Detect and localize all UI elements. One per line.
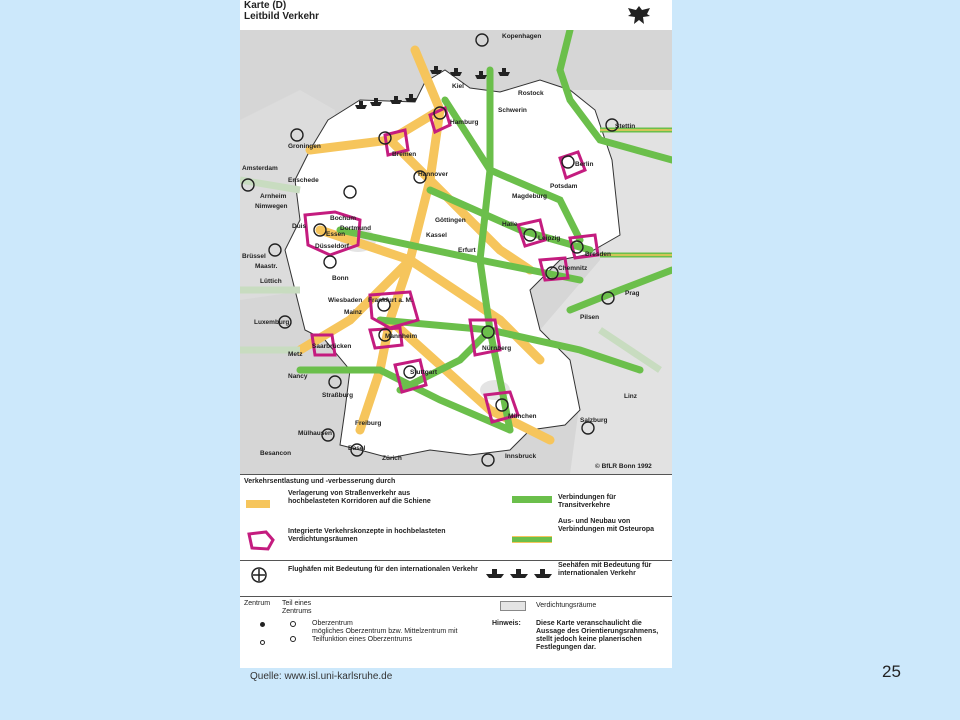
legend-hinweis-label: Hinweis: bbox=[492, 620, 521, 627]
city-goettingen: Göttingen bbox=[435, 217, 466, 224]
legend-orange-swatch bbox=[246, 500, 270, 508]
legend-orange-text: Verlagerung von Straßenverkehr aus hochbelasteten Korridoren auf die Schiene bbox=[288, 490, 431, 505]
city-potsdam: Potsdam bbox=[550, 183, 578, 190]
legend-airport-text: Flughäfen mit Bedeutung für den internationalen Verkehr bbox=[288, 566, 478, 573]
legend-moeglich-dot bbox=[260, 640, 265, 645]
legend-zentrum-label: Zentrum bbox=[244, 600, 271, 607]
legend-magenta-swatch bbox=[246, 530, 276, 552]
city-muelhausen: Mülhausen bbox=[298, 430, 332, 437]
city-arnheim: Arnheim bbox=[260, 193, 287, 200]
city-groningen: Groningen bbox=[288, 143, 321, 150]
city-chemnitz: Chemnitz bbox=[558, 265, 588, 272]
city-basel: Basel bbox=[348, 445, 366, 452]
legend-teil-label: Teil eines Zentrums bbox=[282, 600, 312, 615]
legend-moeglich-ring bbox=[290, 636, 296, 642]
city-bruessel: Brüssel bbox=[242, 253, 266, 260]
city-freiburg: Freiburg bbox=[355, 420, 382, 427]
legend-oberzentrum-ring bbox=[290, 621, 296, 627]
map-title-line1: Karte (D) bbox=[244, 0, 287, 11]
legend-oberzentrum: Oberzentrum bbox=[312, 620, 353, 627]
legend-seaport-icon bbox=[484, 566, 554, 580]
source-caption: Quelle: www.isl.uni-karlsruhe.de bbox=[250, 671, 393, 682]
city-halle: Halle bbox=[502, 221, 518, 228]
legend-oberzentrum-dot bbox=[260, 622, 265, 627]
city-essen: Essen bbox=[326, 231, 346, 238]
map-title bbox=[244, 0, 319, 22]
city-duisburg: Duis bbox=[292, 223, 307, 230]
city-kiel: Kiel bbox=[452, 83, 464, 90]
city-magdeburg: Magdeburg bbox=[512, 193, 548, 200]
legend-green-yellow-text: Aus- und Neubau von Verbindungen mit Osteuropa bbox=[558, 518, 655, 533]
map-sheet bbox=[240, 0, 672, 668]
legend-airport-icon bbox=[250, 566, 268, 584]
legend-green-yellow-swatch bbox=[512, 536, 552, 543]
legend-green-swatch bbox=[512, 496, 552, 503]
city-frankfurt: Frankfurt a. M. bbox=[368, 297, 413, 304]
federal-eagle-icon bbox=[626, 4, 652, 26]
city-nancy: Nancy bbox=[288, 373, 308, 380]
city-maastricht: Maastr. bbox=[255, 263, 278, 270]
city-metz: Metz bbox=[288, 351, 303, 358]
legend-mid-divider bbox=[240, 560, 672, 561]
map-copyright: © BfLR Bonn 1992 bbox=[595, 463, 652, 470]
city-bochum: Bochum bbox=[330, 215, 356, 222]
city-muenchen: München bbox=[508, 413, 537, 420]
city-erfurt: Erfurt bbox=[458, 247, 476, 254]
city-stettin: Stettin bbox=[615, 123, 636, 130]
city-leipzig: Leipzig bbox=[538, 235, 561, 242]
city-linz: Linz bbox=[624, 393, 637, 400]
city-hannover: Hannover bbox=[418, 171, 448, 178]
city-besancon: Besancon bbox=[260, 450, 292, 457]
city-schwerin: Schwerin bbox=[498, 107, 527, 114]
legend-green-text: Verbindungen für Transitverkehre bbox=[558, 494, 616, 509]
legend-magenta-text: Integrierte Verkehrskonzepte in hochbelasteten Verdichtungsräumen bbox=[288, 528, 446, 543]
city-kassel: Kassel bbox=[426, 232, 447, 239]
city-kopenhagen: Kopenhagen bbox=[502, 33, 542, 40]
city-luxemburg: Luxemburg bbox=[254, 319, 290, 326]
page-number: 25 bbox=[882, 662, 901, 681]
city-dortmund: Dortmund bbox=[340, 225, 372, 232]
map-title-line2: Leitbild Verkehr bbox=[244, 11, 320, 22]
city-saarbruecken: Saarbrücken bbox=[312, 343, 352, 350]
city-innsbruck: Innsbruck bbox=[505, 453, 537, 460]
city-mainz: Mainz bbox=[344, 309, 363, 316]
legend-verdichtung-swatch bbox=[500, 601, 526, 611]
legend-seaport-text: Seehäfen mit Bedeutung für internationalen Verkehr bbox=[558, 562, 652, 577]
legend-moeglich: mögliches Oberzentrum bzw. Mittelzentrum mit Teilfunktion eines Oberzentrums bbox=[312, 628, 458, 643]
city-amsterdam: Amsterdam bbox=[242, 165, 278, 172]
legend-heading: Verkehrsentlastung und -verbesserung durch bbox=[244, 478, 396, 485]
city-dresden: Dresden bbox=[585, 251, 612, 258]
city-salzburg: Salzburg bbox=[580, 417, 608, 424]
city-enschede: Enschede bbox=[288, 177, 319, 184]
city-prag: Prag bbox=[625, 290, 640, 297]
city-luettich: Lüttich bbox=[260, 278, 282, 285]
city-berlin: Berlin bbox=[575, 161, 594, 168]
city-wiesbaden: Wiesbaden bbox=[328, 297, 363, 304]
city-zuerich: Zürich bbox=[382, 455, 402, 462]
city-duesseldorf: Düsseldorf bbox=[315, 243, 349, 250]
legend-top-divider bbox=[240, 474, 672, 475]
city-nuernberg: Nürnberg bbox=[482, 345, 512, 352]
city-hamburg: Hamburg bbox=[450, 119, 479, 126]
city-rostock: Rostock bbox=[518, 90, 544, 97]
legend-verdichtung: Verdichtungsräume bbox=[536, 602, 597, 609]
city-bonn: Bonn bbox=[332, 275, 349, 282]
legend-hinweis-text: Diese Karte veranschaulicht die Aussage des Orientierungsrahmens, stellt jedoch keine planerischen Festlegungen dar. bbox=[536, 620, 659, 651]
legend-bottom-divider bbox=[240, 596, 672, 597]
city-pilsen: Pilsen bbox=[580, 314, 600, 321]
city-stuttgart: Stuttgart bbox=[410, 369, 438, 376]
city-strassburg: Straßburg bbox=[322, 392, 354, 399]
city-nimwegen: Nimwegen bbox=[255, 203, 288, 210]
city-mannheim: Mannheim bbox=[385, 333, 418, 340]
city-bremen: Bremen bbox=[392, 151, 417, 158]
germany-map bbox=[240, 30, 672, 474]
